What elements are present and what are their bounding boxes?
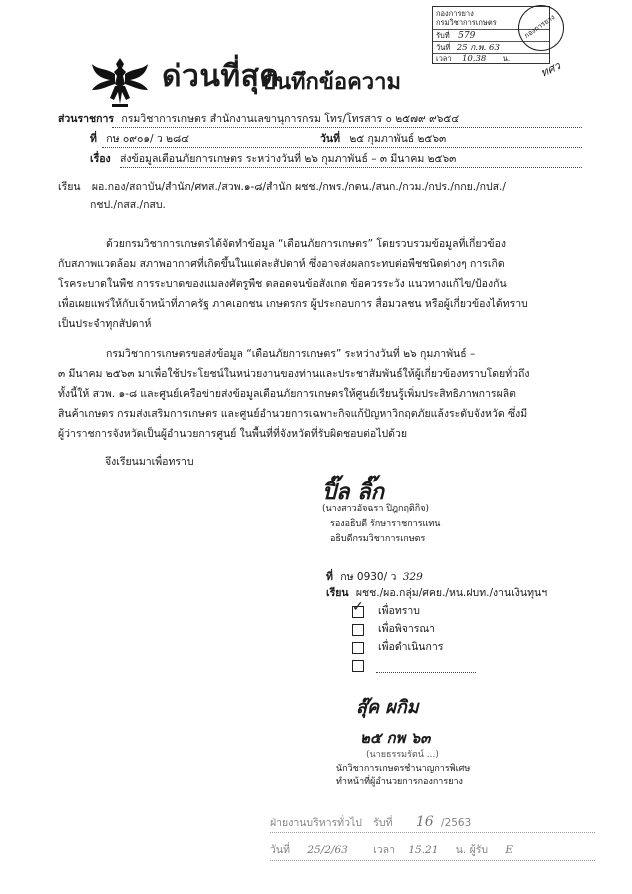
signer-position-1a: รองอธิบดี รักษาราชการแทน: [330, 519, 441, 529]
signer-name-2: (นายธรรมรัตน์ ...): [366, 750, 439, 760]
p2-line: สินค้าเกษตร กรมส่งเสริมการเกษตร และศูนย์อำนวยการเฉพาะกิจแก้ปัญหาวิกฤตภัยแล้งระดับจังหวัด ซึ่งมี: [58, 408, 528, 420]
bottom-stamp-dept: ฝ่ายงานบริหารทั่วไป: [270, 817, 362, 829]
forward-to-label: เรียน: [326, 587, 349, 599]
paragraph-1: [58, 234, 578, 334]
signer-position-2a: นักวิชาการเกษตรชำนาญการพิเศษ: [336, 764, 471, 774]
p1-line: โรคระบาดในพืช การระบาดของแมลงศัตรูพืช ตลอดจนข้อสังเกต ข้อควรระวัง แนวทางแก้ไข/ป้องกัน: [58, 278, 507, 290]
p1-line: เพื่อเผยแพร่ให้กับเจ้าหน้าที่ภาครัฐ ภาคเอกชน เกษตรกร ผู้ประกอบการ สื่อมวลชน หรือผู้เกี่ยวข้องได้ทราบ: [58, 298, 528, 310]
agency-value: กรมวิชาการเกษตร สำนักงานเลขานุการกรม โทร/โทรสาร ๐ ๒๕๗๙ ๙๖๕๔: [121, 113, 460, 125]
urgency-label: ด่วนที่สุด: [162, 59, 280, 94]
subject-label: เรื่อง: [90, 153, 111, 165]
forward-to-value: ผชช./ผอ.กลุ่ม/ศคย./หน.ฝบท./งานเงินทุนฯ: [355, 587, 548, 599]
stamp-time-value: 10.38: [461, 54, 487, 64]
bottom-stamp-line2: [270, 844, 513, 857]
corner-handwriting: ทศว: [538, 59, 563, 80]
subject-row: [90, 153, 456, 166]
bottom-receipt-stamp: [270, 812, 600, 872]
salutation-label: เรียน: [58, 181, 81, 193]
date-value: ๒๕ กุมภาพันธ์ ๒๕๖๓: [349, 133, 447, 145]
stamp-time-label: เวลา: [436, 54, 452, 63]
signer-position-2b: ทำหน้าที่ผู้อำนวยการกองการยาง: [336, 777, 463, 787]
bottom-stamp-date: 25/2/63: [307, 844, 348, 856]
bottom-stamp-rec-label: รับที่: [373, 817, 393, 829]
p2-line: ผู้ว่าราชการจังหวัดเป็นผู้อำนวยการศูนย์ ในพื้นที่ที่จังหวัดที่รับผิดชอบต่อไปด้วย: [58, 428, 408, 440]
seal-text: กองการยาง: [522, 13, 557, 40]
bottom-stamp-year: /2563: [441, 817, 472, 829]
p2-line: ทั้งนี้ให้ สวพ. ๑-๘ และศูนย์เครือข่ายส่งข้อมูลเตือนภัยการเกษตรให้ศูนย์เรียนรู้เพิ่มประสิทธิภาพการผลิต: [58, 388, 516, 400]
stamp-time-suffix: น.: [502, 54, 511, 63]
stamp-date-label: วันที่: [436, 43, 451, 52]
bottom-stamp-receiver: E: [505, 844, 514, 856]
paragraph-2: [58, 344, 578, 444]
p1-line: กับสภาพแวดล้อม สภาพอากาศที่เกิดขึ้นในแต่ละสัปดาห์ ซึ่งอาจส่งผลกระทบต่อพืชชนิดต่างๆ การเกิด: [58, 258, 505, 270]
ref-row: [90, 133, 189, 146]
date-row: [320, 133, 446, 146]
checkbox-for-action[interactable]: [352, 642, 364, 654]
agency-label: ส่วนราชการ: [58, 113, 115, 125]
stamp-line2: กรมวิชาการเกษตร: [436, 18, 497, 27]
checkbox-for-consider[interactable]: [352, 624, 364, 636]
checkbox-other[interactable]: [352, 660, 364, 672]
ref-label: ที่: [90, 133, 97, 145]
option-label: เพื่อพิจารณา: [378, 623, 436, 635]
bottom-stamp-time-label: เวลา: [373, 844, 395, 856]
date-label: วันที่: [320, 133, 340, 145]
salutation-line2: กชป./กสส./กสบ.: [90, 199, 166, 211]
option-label: เพื่อทราบ: [378, 605, 420, 617]
forward-ref-label: ที่: [326, 571, 333, 583]
signature-scribble-2: สุ๊ค ผกิม: [356, 697, 419, 718]
signer-name-1: (นางสาวอัจฉรา ปิฎกฤติกิจ): [322, 504, 430, 514]
closing-text: จึงเรียนมาเพื่อทราบ: [105, 456, 194, 468]
stamp-date-value: 25 ก.พ. 63: [456, 43, 500, 53]
garuda-emblem-icon: [88, 54, 152, 112]
p2-line: ๓ มีนาคม ๒๕๖๓ มาเพื่อใช้ประโยชน์ในหน่วยงานของท่านและประชาสัมพันธ์ให้ผู้เกี่ยวข้องทราบโดยทั่วถึง: [58, 368, 530, 380]
stamp-received-label: รับที่: [436, 31, 450, 40]
stamp-line1: กองการยาง: [436, 9, 474, 18]
p1-line: ด้วยกรมวิชาการเกษตรได้จัดทำข้อมูล “เตือนภัยการเกษตร” โดยรวบรวมข้อมูลที่เกี่ยวข้อง: [106, 238, 507, 250]
ref-value: กษ ๐๙๐๑/ ว ๒๘๔: [106, 133, 190, 145]
option-label: เพื่อดำเนินการ: [378, 641, 444, 653]
agency-row: [58, 113, 459, 126]
bottom-stamp-rec-no: 16: [415, 814, 434, 830]
memo-title: บันทึกข้อความ: [262, 70, 402, 95]
stamp-received-no: 579: [458, 31, 476, 41]
signature-scribble-1: ปิ๊ล ลิ๊ก: [322, 479, 384, 505]
forward-ref-value: กษ 0930/ ว: [340, 571, 397, 583]
signer-position-1b: อธิบดีกรมวิชาการเกษตร: [330, 534, 426, 544]
bottom-stamp-line1: [270, 816, 471, 830]
p1-line: เป็นประจำทุกสัปดาห์: [58, 318, 152, 330]
subject-value: ส่งข้อมูลเตือนภัยการเกษตร ระหว่างวันที่ ๒๖ กุมภาพันธ์ – ๓ มีนาคม ๒๕๖๓: [120, 153, 457, 165]
check-mark-icon: ✓: [352, 599, 364, 615]
forward-ref-row: [326, 571, 423, 584]
p2-line: กรมวิชาการเกษตรขอส่งข้อมูล “เตือนภัยการเกษตร” ระหว่างวันที่ ๒๖ กุมภาพันธ์ –: [106, 348, 476, 360]
signature-date-hand: ๒๕ กพ ๖๓: [360, 729, 431, 747]
bottom-stamp-time: 15.21: [408, 844, 439, 856]
bottom-stamp-date-label: วันที่: [270, 844, 290, 856]
bottom-stamp-receiver-label: น. ผู้รับ: [455, 844, 489, 856]
salutation-row: [58, 181, 506, 194]
salutation-line1: ผอ.กอง/สถาบัน/สำนัก/ศทส./สวพ.๑-๘/สำนัก ผชช./กพร./กตน./สนก./กวม./กปร./กกย./กปส./: [91, 181, 506, 193]
forward-ref-hand: 329: [402, 571, 423, 583]
